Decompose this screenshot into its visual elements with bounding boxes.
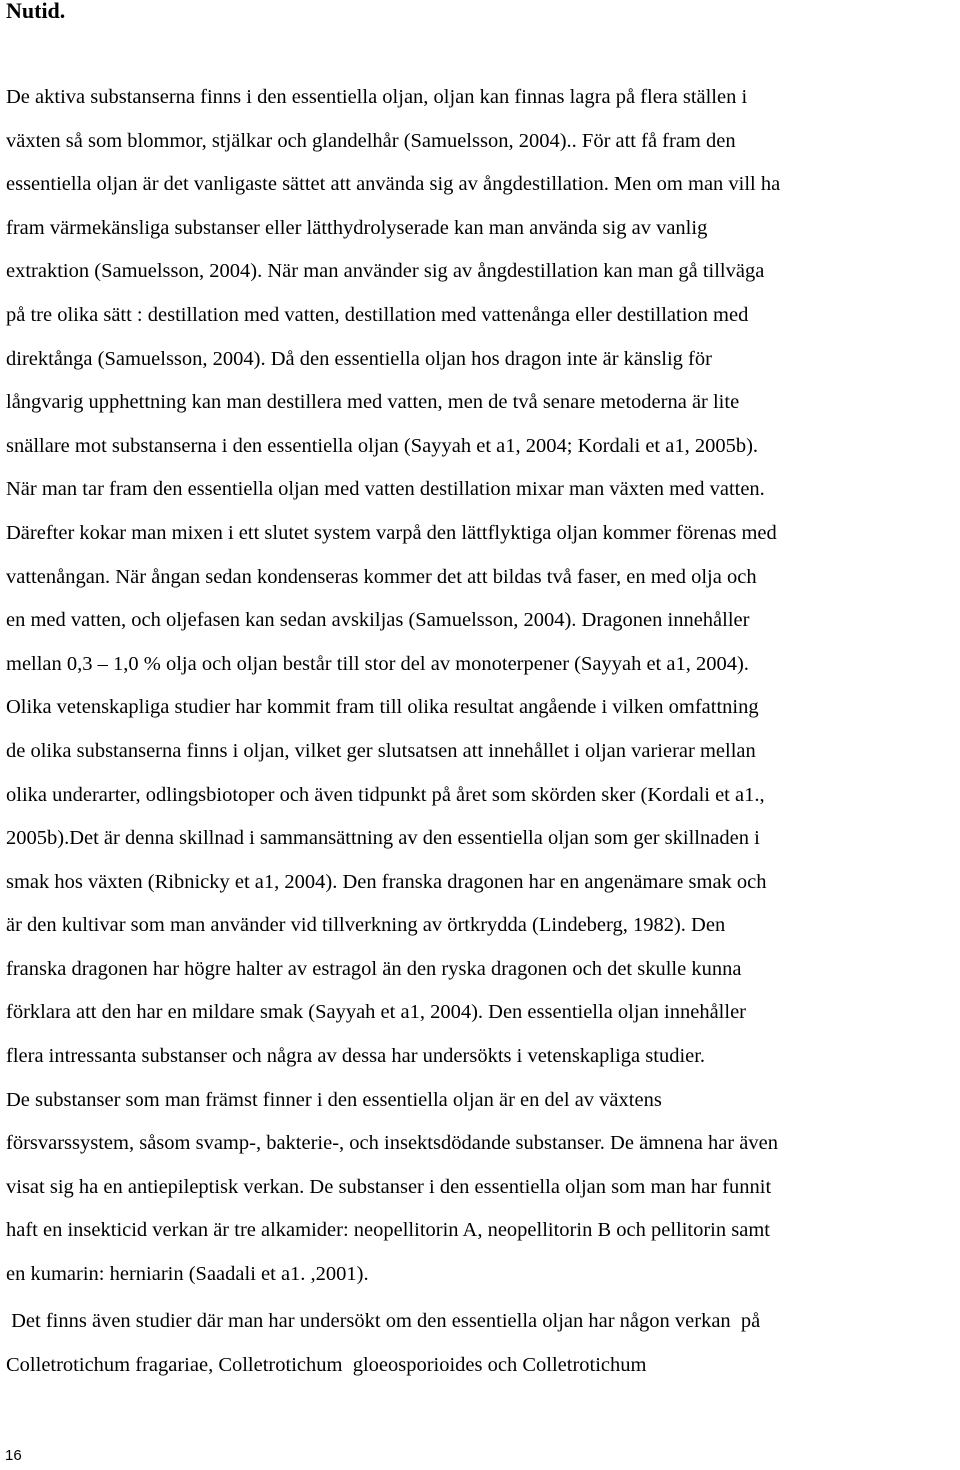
text-line: en med vatten, och oljefasen kan sedan avskiljas (Samuelsson, 2004). Dragonen innehåller	[6, 609, 750, 632]
text-line: 2005b).Det är denna skillnad i sammansättning av den essentiella oljan som ger skillnaden i	[6, 827, 760, 850]
body-paragraph	[6, 1300, 760, 1387]
text-line: flera intressanta substanser och några av dessa har undersökts i vetenskapliga studier.	[6, 1045, 706, 1068]
text-line: en kumarin: herniarin (Saadali et a1. ,2001).	[6, 1263, 369, 1286]
body-paragraph	[6, 76, 780, 1297]
text-line: smak hos växten (Ribnicky et a1, 2004). Den franska dragonen har en angenämare smak och	[6, 870, 767, 893]
text-line: direktånga (Samuelsson, 2004). Då den essentiella oljan hos dragon inte är känslig för	[6, 347, 712, 370]
text-line: vattenångan. När ångan sedan kondenseras kommer det att bildas två faser, en med olja och	[6, 565, 757, 588]
text-line: på tre olika sätt : destillation med vatten, destillation med vattenånga eller destillation med	[6, 303, 749, 326]
text-line: franska dragonen har högre halter av estragol än den ryska dragonen och det skulle kunna	[6, 957, 742, 980]
text-line: olika underarter, odlingsbiotoper och även tidpunkt på året som skörden sker (Kordali et a1.,	[6, 783, 765, 806]
text-line: essentiella oljan är det vanligaste sättet att använda sig av ångdestillation. Men om man vill ha	[6, 173, 781, 196]
text-line: haft en insekticid verkan är tre alkamider: neopellitorin A, neopellitorin B och pellitorin samt	[6, 1219, 770, 1242]
text-line: Därefter kokar man mixen i ett slutet system varpå den lättflyktiga oljan kommer förenas med	[6, 521, 777, 544]
page-number: 16	[5, 1447, 22, 1464]
text-line: Colletrotichum fragariae, Colletrotichum gloeosporioides och Colletrotichum	[6, 1353, 647, 1376]
section-heading: Nutid.	[6, 0, 66, 23]
text-line: När man tar fram den essentiella oljan med vatten destillation mixar man växten med vatten.	[6, 478, 765, 501]
text-line: långvarig upphettning kan man destillera med vatten, men de två senare metoderna är lite	[6, 391, 740, 414]
text-line: extraktion (Samuelsson, 2004). När man använder sig av ångdestillation kan man gå tillväga	[6, 260, 765, 283]
text-line: de olika substanserna finns i oljan, vilket ger slutsatsen att innehållet i oljan varierar mellan	[6, 739, 756, 762]
text-line: De substanser som man främst finner i den essentiella oljan är en del av växtens	[6, 1088, 662, 1111]
text-line: visat sig ha en antiepileptisk verkan. De substanser i den essentiella oljan som man har funnit	[6, 1175, 772, 1198]
text-line: är den kultivar som man använder vid tillverkning av örtkrydda (Lindeberg, 1982). Den	[6, 914, 726, 937]
text-line: Olika vetenskapliga studier har kommit fram till olika resultat angående i vilken omfattning	[6, 696, 759, 719]
text-line: förklara att den har en mildare smak (Sayyah et a1, 2004). Den essentiella oljan innehåller	[6, 1001, 747, 1024]
text-line: snällare mot substanserna i den essentiella oljan (Sayyah et a1, 2004; Kordali et a1, 2005b).	[6, 434, 759, 457]
text-line: försvarssystem, såsom svamp-, bakterie-, och insektsdödande substanser. De ämnena har även	[6, 1132, 778, 1155]
text-line: växten så som blommor, stjälkar och glandelhår (Samuelsson, 2004).. För att få fram den	[6, 129, 736, 152]
text-line: mellan 0,3 – 1,0 % olja och oljan består till stor del av monoterpener (Sayyah et a1, 2004).	[6, 652, 749, 675]
text-line: fram värmekänsliga substanser eller lätthydrolyserade kan man använda sig av vanlig	[6, 216, 708, 239]
text-line: Det finns även studier där man har undersökt om den essentiella oljan har någon verkan på	[6, 1310, 761, 1332]
text-line: De aktiva substanserna finns i den essentiella oljan, oljan kan finnas lagra på flera ställen i	[6, 86, 748, 108]
